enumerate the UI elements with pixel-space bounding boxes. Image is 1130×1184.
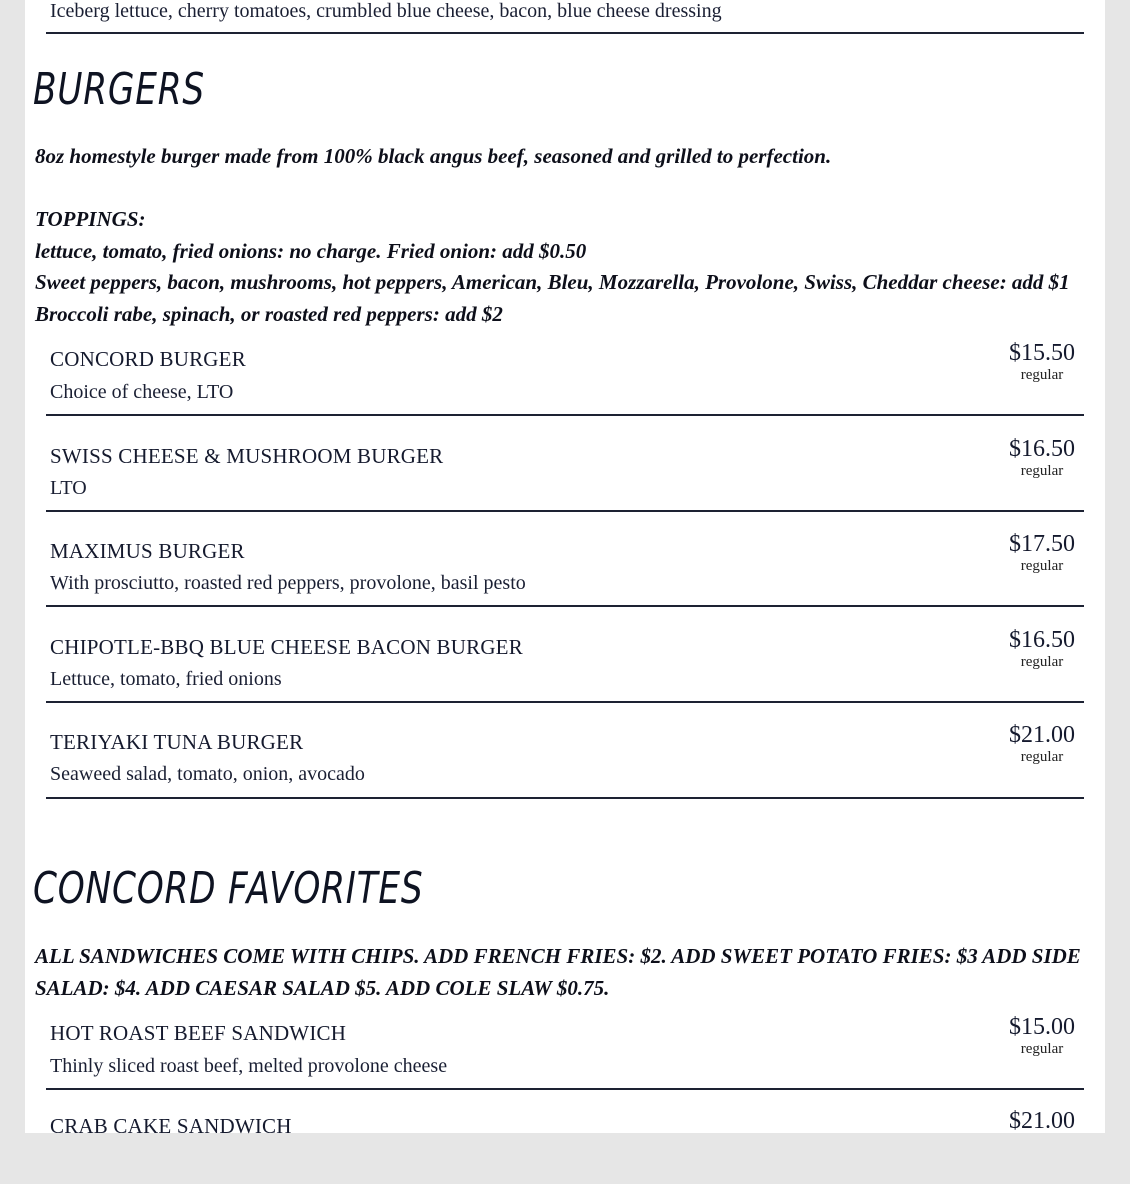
toppings-line: Broccoli rabe, spinach, or roasted red peppers: add $2 [35,301,503,326]
price-label: regular [1020,749,1064,765]
menu-item-row[interactable] [46,0,1084,34]
menu-item-price: $15.00 [1009,1014,1075,1040]
menu-item-name: CRAB CAKE SANDWICH [50,1114,292,1138]
menu-item-row[interactable] [46,1008,1084,1090]
price-label: regular [1020,654,1064,670]
toppings-heading: TOPPINGS: [35,207,146,231]
menu-item-name: CHIPOTLE-BBQ BLUE CHEESE BACON BURGER [50,635,523,659]
menu-item-row[interactable] [46,1090,1084,1184]
menu-item-price: $21.00 [1009,1108,1075,1134]
menu-item-price: $17.50 [1009,531,1075,557]
menu-page [25,0,1105,1138]
menu-item-description: LTO [50,477,87,499]
toppings-line: Sweet peppers, bacon, mushrooms, hot peppers, American, Bleu, Mozzarella, Provolone, Swiss, Cheddar cheese: add $1 [35,270,1070,294]
menu-item-name: HOT ROAST BEEF SANDWICH [50,1021,347,1045]
menu-item-row[interactable] [46,703,1084,799]
menu-item-row[interactable] [46,512,1084,607]
menu-item-description: Choice of cheese, LTO [50,381,234,403]
favorites-intro: ALL SANDWICHES COME WITH CHIPS. ADD FRENCH FRIES: $2. ADD SWEET POTATO FRIES: $3 ADD SIDE SALAD: $4. ADD CAESAR SALAD $5. ADD COLE SLAW $0.75. [35,944,1081,1000]
menu-item-price: $16.50 [1009,436,1075,462]
menu-item-description: Thinly sliced roast beef, melted provolone cheese [50,1055,448,1077]
menu-item-description: With prosciutto, roasted red peppers, provolone, basil pesto [50,572,526,594]
section-title-burgers: BURGERS [33,64,205,115]
menu-item-price: $15.50 [1009,340,1075,366]
menu-item-price: $16.50 [1009,627,1075,653]
price-label: regular [1020,367,1064,383]
menu-item-name: MAXIMUS BURGER [50,539,245,563]
menu-item-description: Lettuce, tomato, fried onions [50,668,282,690]
section-title-concord-favorites: CONCORD FAVORITES [33,863,424,914]
price-label: regular [1020,1041,1064,1057]
menu-item-price: $21.00 [1009,722,1075,748]
menu-item-name: TERIYAKI TUNA BURGER [50,730,304,754]
menu-item-description: Iceberg lettuce, cherry tomatoes, crumbled blue cheese, bacon, blue cheese dressing [50,0,722,22]
menu-item-row[interactable] [46,334,1084,416]
menu-item-description: Seaweed salad, tomato, onion, avocado [50,763,365,785]
menu-item-name: CONCORD BURGER [50,347,246,371]
price-label: regular [1020,463,1064,479]
price-label: regular [1020,558,1064,574]
menu-item-name: SWISS CHEESE & MUSHROOM BURGER [50,444,444,468]
menu-item-row[interactable] [46,416,1084,512]
menu-item-row[interactable] [46,607,1084,703]
burgers-intro: 8oz homestyle burger made from 100% black angus beef, seasoned and grilled to perfection. [35,144,832,168]
toppings-line: lettuce, tomato, fried onions: no charge. Fried onion: add $0.50 [35,238,587,263]
